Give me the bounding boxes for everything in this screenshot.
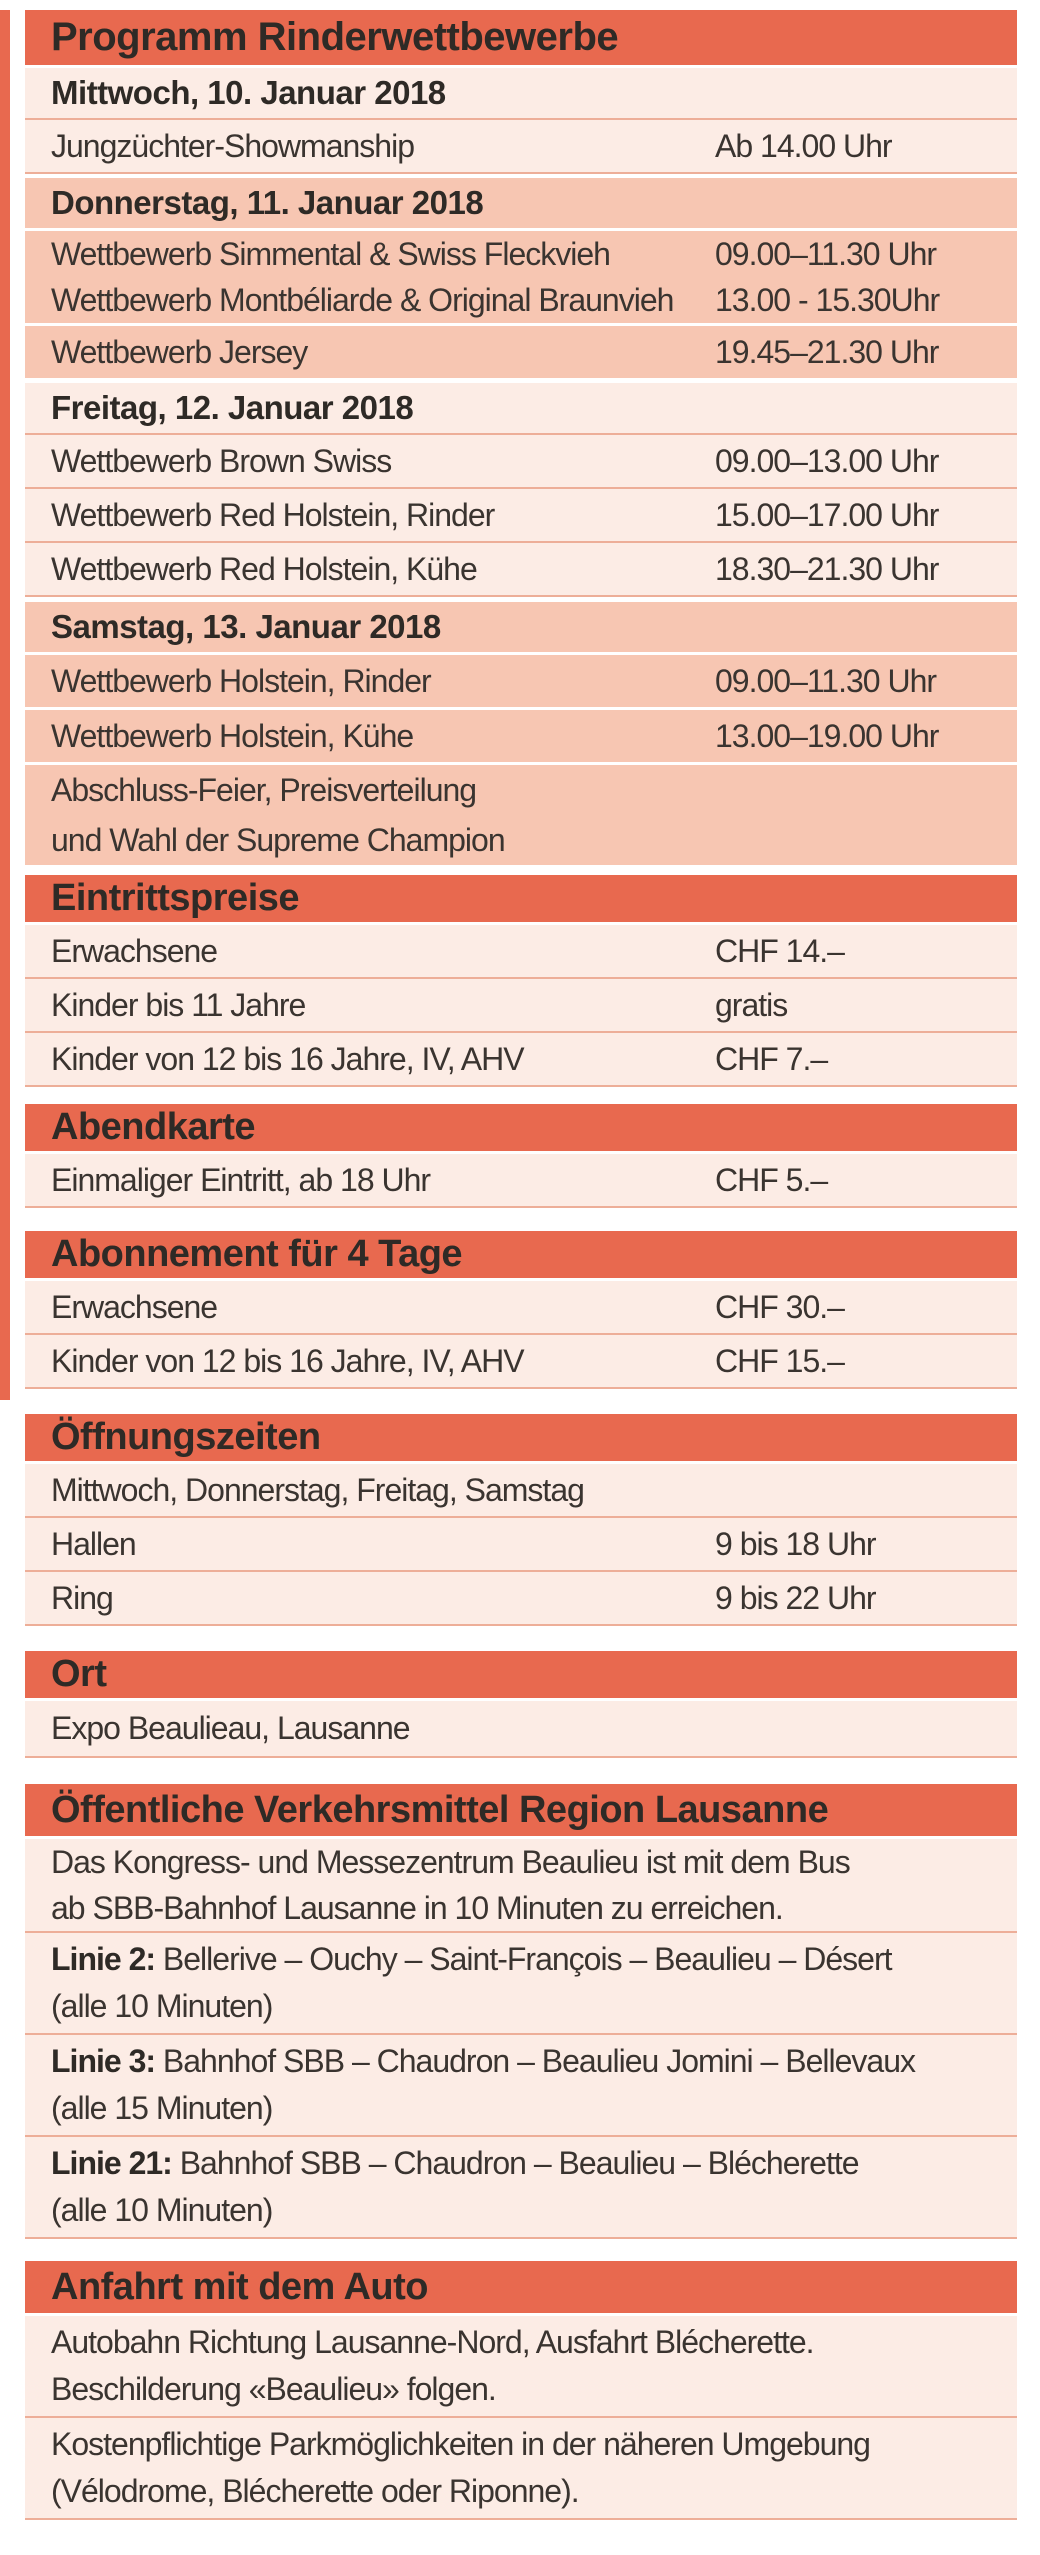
price-value: CHF 5.– xyxy=(715,1161,828,1198)
transit-line-frequency: (alle 15 Minuten) xyxy=(51,2090,273,2126)
event-row xyxy=(25,487,1017,541)
price-label: Erwachsene xyxy=(51,1288,218,1325)
hours-value: 9 bis 18 Uhr xyxy=(715,1525,876,1562)
section-header xyxy=(25,1104,1017,1151)
day-group-donnerstag xyxy=(25,178,1017,378)
section-header-text: Ort xyxy=(51,1653,107,1695)
event-row xyxy=(25,118,1017,172)
driving-row xyxy=(25,2416,1017,2518)
event-time: 13.00 - 15.30Uhr xyxy=(715,281,940,318)
event-line xyxy=(25,231,1017,277)
price-row xyxy=(25,1154,1017,1206)
price-label: Kinder von 12 bis 16 Jahre, IV, AHV xyxy=(51,1040,524,1077)
event-label: Abschluss-Feier, Preisverteilung xyxy=(51,771,477,808)
transit-intro xyxy=(25,1839,1017,1931)
location-label: Expo Beaulieau, Lausanne xyxy=(51,1710,410,1746)
event-label: Wettbewerb Brown Swiss xyxy=(51,442,392,479)
event-label: Wettbewerb Jersey xyxy=(51,333,308,370)
section-header xyxy=(25,2261,1017,2313)
price-label: Einmaliger Eintritt, ab 18 Uhr xyxy=(51,1161,431,1198)
event-row xyxy=(25,541,1017,595)
event-label: Jungzüchter-Showmanship xyxy=(51,127,414,164)
event-label: und Wahl der Supreme Champion xyxy=(51,821,505,858)
event-label: Wettbewerb Holstein, Kühe xyxy=(51,717,414,754)
day-group-samstag xyxy=(25,602,1017,865)
day-group-freitag xyxy=(25,383,1017,597)
day-row xyxy=(25,68,1017,118)
price-row xyxy=(25,1333,1017,1387)
transit-group xyxy=(25,1839,1017,2239)
section-verkehrsmittel xyxy=(25,1784,1017,2239)
event-time: 18.30–21.30 Uhr xyxy=(715,550,939,587)
section-header-text: Anfahrt mit dem Auto xyxy=(51,2265,429,2308)
day-group-mittwoch xyxy=(25,68,1017,174)
section-header-text: Öffentliche Verkehrsmittel Region Lausanne xyxy=(51,1788,829,1831)
price-row xyxy=(25,925,1017,977)
price-row xyxy=(25,1281,1017,1333)
event-label: Wettbewerb Simmental & Swiss Fleckvieh xyxy=(51,235,610,272)
location-row xyxy=(25,1701,1017,1756)
page-content xyxy=(25,10,1017,2520)
day-label: Samstag, 13. Januar 2018 xyxy=(51,608,441,645)
event-time: 19.45–21.30 Uhr xyxy=(715,333,939,370)
price-value: CHF 15.– xyxy=(715,1342,844,1379)
event-label: Wettbewerb Red Holstein, Rinder xyxy=(51,496,495,533)
event-time: Ab 14.00 Uhr xyxy=(715,127,892,164)
driving-line1: Autobahn Richtung Lausanne-Nord, Ausfahrt Blécherette. xyxy=(51,2324,814,2360)
event-time: 13.00–19.00 Uhr xyxy=(715,717,939,754)
section-abendkarte xyxy=(25,1104,1017,1208)
section-header-text: Abendkarte xyxy=(51,1106,256,1148)
driving-line1: Kostenpflichtige Parkmöglichkeiten in der näheren Umgebung xyxy=(51,2426,870,2462)
transit-line-route: Bahnhof SBB – Chaudron – Beaulieu – Blécherette xyxy=(171,2145,859,2181)
day-label: Mittwoch, 10. Januar 2018 xyxy=(51,74,446,111)
transit-intro-line2: ab SBB-Bahnhof Lausanne in 10 Minuten zu erreichen. xyxy=(51,1890,783,1926)
page-title-text: Programm Rinderwettbewerbe xyxy=(51,15,619,59)
price-row xyxy=(25,1031,1017,1085)
day-label: Donnerstag, 11. Januar 2018 xyxy=(51,184,484,221)
hours-group xyxy=(25,1464,1017,1626)
left-accent-stripe xyxy=(0,10,10,1400)
driving-row xyxy=(25,2316,1017,2416)
section-header xyxy=(25,1651,1017,1698)
section-header-text: Öffnungszeiten xyxy=(51,1416,321,1458)
event-time: 09.00–11.30 Uhr xyxy=(715,662,937,699)
event-line xyxy=(25,277,1017,323)
price-value: CHF 14.– xyxy=(715,932,844,969)
transit-line-number: Linie 3: xyxy=(51,2043,156,2079)
section-eintrittspreise xyxy=(25,875,1017,1087)
event-label: Wettbewerb Montbéliarde & Original Braunvieh xyxy=(51,281,674,318)
hours-row xyxy=(25,1570,1017,1624)
section-abonnement xyxy=(25,1231,1017,1389)
event-label: Wettbewerb Red Holstein, Kühe xyxy=(51,550,477,587)
price-group xyxy=(25,1154,1017,1208)
event-line xyxy=(25,765,1017,815)
transit-line-row xyxy=(25,2135,1017,2237)
event-time: 15.00–17.00 Uhr xyxy=(715,496,939,533)
hours-row xyxy=(25,1516,1017,1570)
section-header xyxy=(25,875,1017,922)
event-time: 09.00–13.00 Uhr xyxy=(715,442,939,479)
transit-line-row xyxy=(25,2033,1017,2135)
event-row-double xyxy=(25,228,1017,323)
price-label: Erwachsene xyxy=(51,932,218,969)
event-row-double xyxy=(25,762,1017,865)
price-value: CHF 30.– xyxy=(715,1288,844,1325)
price-label: Kinder von 12 bis 16 Jahre, IV, AHV xyxy=(51,1342,524,1379)
driving-group xyxy=(25,2316,1017,2520)
section-header xyxy=(25,1231,1017,1278)
section-header-text: Eintrittspreise xyxy=(51,877,300,919)
event-line xyxy=(25,815,1017,865)
section-header-text: Abonnement für 4 Tage xyxy=(51,1233,463,1275)
event-row xyxy=(25,433,1017,487)
transit-line-frequency: (alle 10 Minuten) xyxy=(51,1988,273,2024)
day-label: Freitag, 12. Januar 2018 xyxy=(51,389,414,426)
page-title xyxy=(25,10,1017,65)
price-label: Kinder bis 11 Jahre xyxy=(51,986,306,1023)
driving-line2: (Vélodrome, Blécherette oder Riponne). xyxy=(51,2473,579,2509)
day-row xyxy=(25,178,1017,228)
event-row xyxy=(25,707,1017,762)
hours-value: 9 bis 22 Uhr xyxy=(715,1579,876,1616)
event-time: 09.00–11.30 Uhr xyxy=(715,235,937,272)
hours-row xyxy=(25,1464,1017,1516)
hours-label: Mittwoch, Donnerstag, Freitag, Samstag xyxy=(51,1471,584,1508)
transit-line-route: Bellerive – Ouchy – Saint-François – Beaulieu – Désert xyxy=(155,1941,892,1977)
event-label: Wettbewerb Holstein, Rinder xyxy=(51,662,431,699)
event-row xyxy=(25,652,1017,707)
price-value: gratis xyxy=(715,986,788,1023)
hours-label: Ring xyxy=(51,1579,113,1616)
price-group xyxy=(25,1281,1017,1389)
price-row xyxy=(25,977,1017,1031)
section-header xyxy=(25,1414,1017,1461)
price-value: CHF 7.– xyxy=(715,1040,828,1077)
transit-line-number: Linie 21: xyxy=(51,2145,172,2181)
transit-line-number: Linie 2: xyxy=(51,1941,156,1977)
driving-line2: Beschilderung «Beaulieu» folgen. xyxy=(51,2371,496,2407)
day-row xyxy=(25,602,1017,652)
section-header xyxy=(25,1784,1017,1836)
event-row xyxy=(25,323,1017,378)
transit-intro-line1: Das Kongress- und Messezentrum Beaulieu ist mit dem Bus xyxy=(51,1844,850,1880)
transit-line-row xyxy=(25,1931,1017,2033)
section-ort xyxy=(25,1651,1017,1758)
section-anfahrt xyxy=(25,2261,1017,2520)
section-oeffnungszeiten xyxy=(25,1414,1017,1626)
transit-line-frequency: (alle 10 Minuten) xyxy=(51,2192,273,2228)
hours-label: Hallen xyxy=(51,1525,136,1562)
price-group xyxy=(25,925,1017,1087)
location-group xyxy=(25,1701,1017,1758)
transit-line-route: Bahnhof SBB – Chaudron – Beaulieu Jomini – Bellevaux xyxy=(155,2043,915,2079)
day-row xyxy=(25,383,1017,433)
